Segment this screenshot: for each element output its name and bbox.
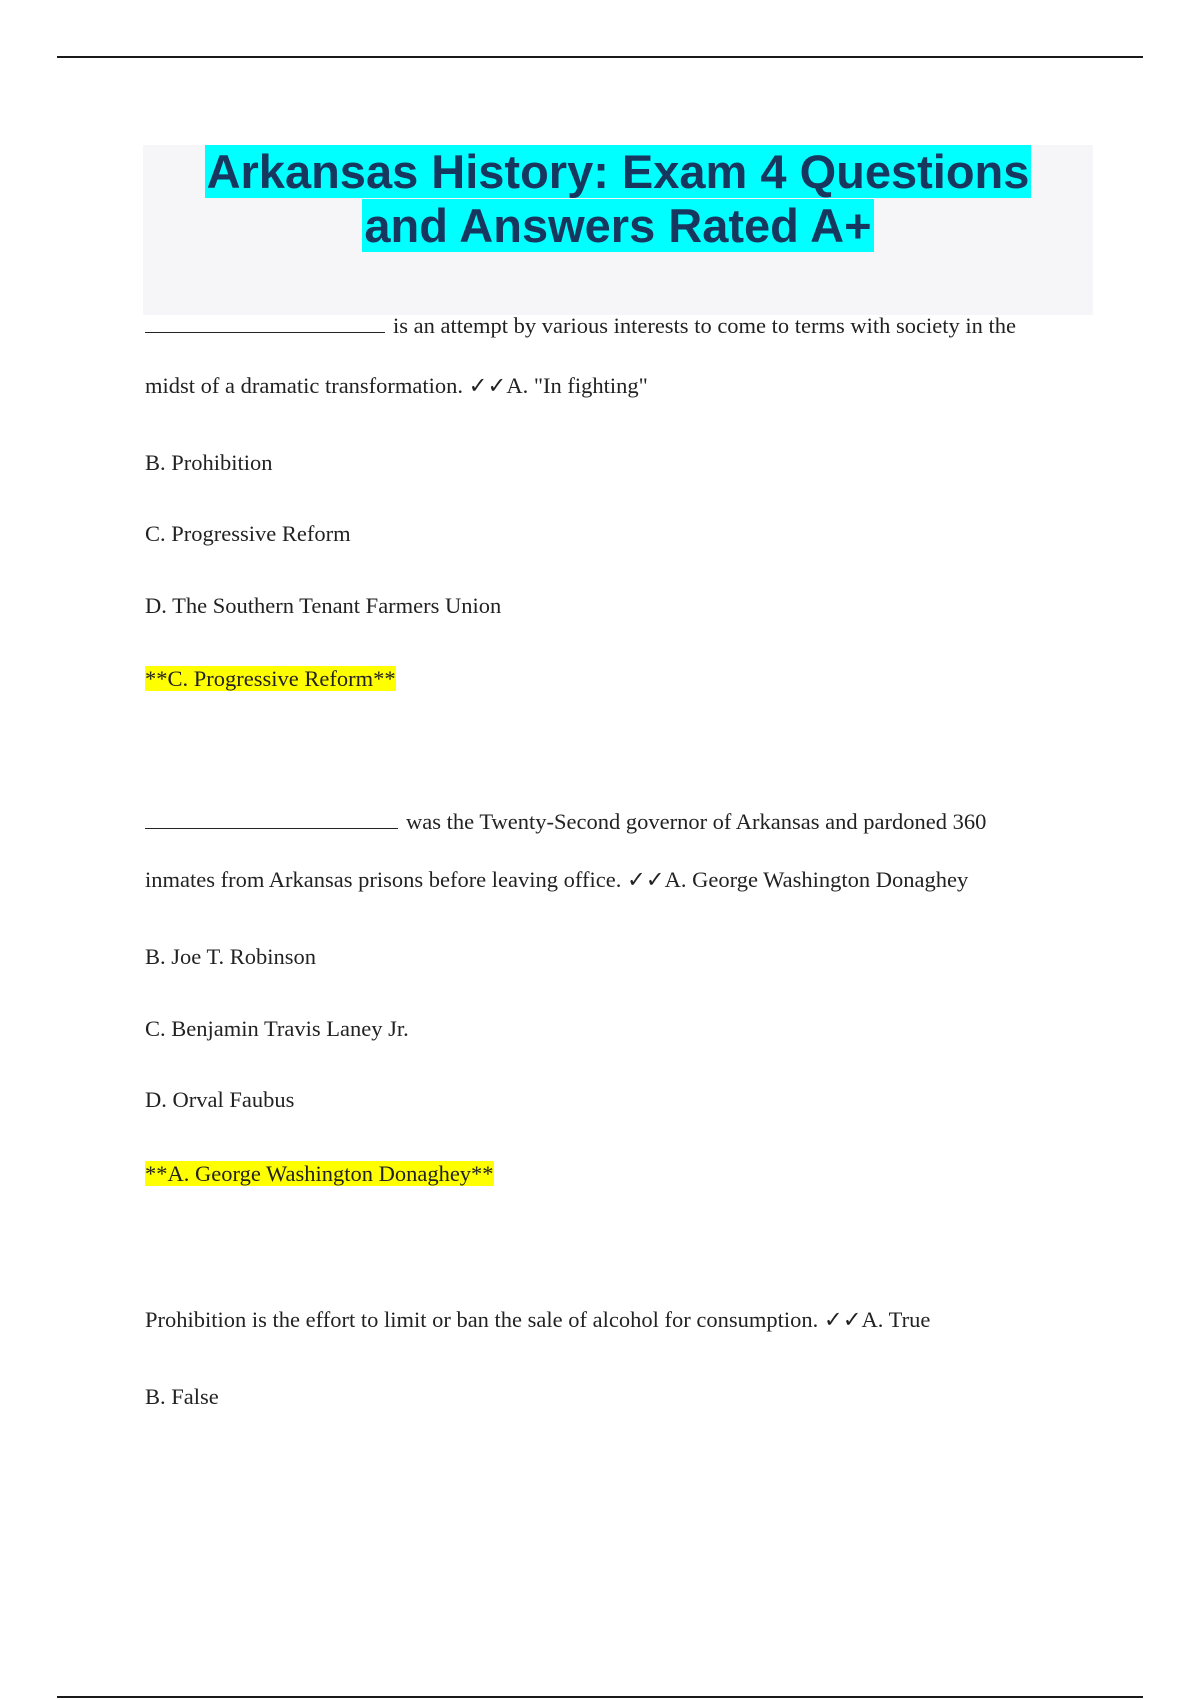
question-1-stem bbox=[145, 312, 1016, 340]
question-2-stem-line-2: inmates from Arkansas prisons before leaving office. ✓✓A. George Washington Donaghey bbox=[145, 867, 969, 892]
question-1-option-b: B. Prohibition bbox=[145, 450, 273, 475]
question-3-option-b: B. False bbox=[145, 1384, 219, 1409]
question-1-stem-line-2: midst of a dramatic transformation. ✓✓A. "In fighting" bbox=[145, 373, 648, 398]
question-1-answer bbox=[145, 665, 396, 693]
header-rule bbox=[57, 56, 1143, 58]
question-3-stem: Prohibition is the effort to limit or ban the sale of alcohol for consumption. ✓✓A. True bbox=[145, 1307, 931, 1332]
question-2-answer bbox=[145, 1160, 494, 1188]
footer-rule bbox=[57, 1696, 1143, 1698]
question-1-option-d: D. The Southern Tenant Farmers Union bbox=[145, 593, 502, 618]
question-2-stem bbox=[145, 808, 986, 836]
fill-in-blank bbox=[145, 312, 385, 333]
question-2-option-d: D. Orval Faubus bbox=[145, 1087, 295, 1112]
title-line-1: Arkansas History: Exam 4 Questions bbox=[206, 145, 1030, 198]
question-1-option-c: C. Progressive Reform bbox=[145, 521, 351, 546]
question-2-stem-text: was the Twenty-Second governor of Arkansas and pardoned 360 bbox=[406, 809, 987, 834]
question-2-option-b: B. Joe T. Robinson bbox=[145, 944, 317, 969]
question-2-answer-text: **A. George Washington Donaghey** bbox=[145, 1161, 494, 1186]
question-2-option-c: C. Benjamin Travis Laney Jr. bbox=[145, 1016, 409, 1041]
fill-in-blank bbox=[145, 808, 398, 829]
question-1-answer-text: **C. Progressive Reform** bbox=[145, 666, 396, 691]
title-banner bbox=[143, 145, 1093, 315]
title-line-2: and Answers Rated A+ bbox=[364, 199, 872, 252]
document-title bbox=[143, 145, 1093, 253]
question-1-stem-text: is an attempt by various interests to come to terms with society in the bbox=[393, 313, 1017, 338]
